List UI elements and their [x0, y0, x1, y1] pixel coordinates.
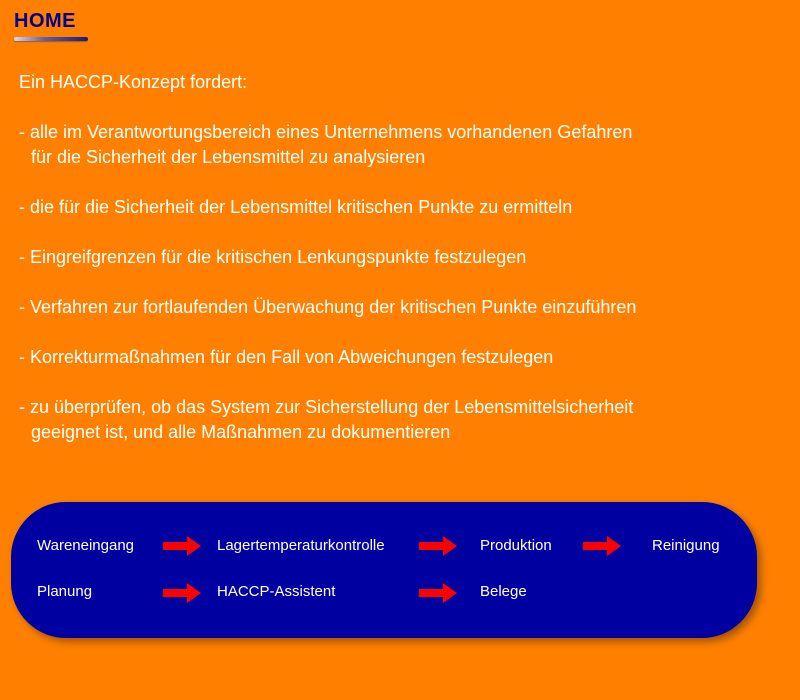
- requirement-item: [19, 345, 553, 370]
- home-underline: [14, 37, 88, 41]
- nav-link-lagertemperaturkontrolle[interactable]: Lagertemperaturkontrolle: [217, 537, 385, 554]
- nav-link-wareneingang[interactable]: Wareneingang: [37, 537, 135, 554]
- nav-link-belege[interactable]: Belege: [480, 583, 527, 600]
- right-arrow-icon: [161, 534, 203, 558]
- nav-link-reinigung[interactable]: Reinigung: [652, 537, 720, 554]
- right-arrow-icon: [417, 581, 459, 605]
- requirement-item: [19, 120, 632, 170]
- requirement-text: - Eingreifgrenzen für die kritischen Lenkungspunkte festzulegen: [19, 247, 527, 267]
- requirement-item: [19, 245, 526, 270]
- right-arrow-icon: [161, 581, 203, 605]
- nav-link-planung[interactable]: Planung: [37, 583, 93, 600]
- requirement-text: - Verfahren zur fortlaufenden Überwachung der kritischen Punkte einzuführen: [19, 297, 637, 317]
- home-link[interactable]: HOME: [14, 10, 76, 32]
- requirement-text: - Korrekturmaßnahmen für den Fall von Abweichungen festzulegen: [19, 347, 554, 367]
- intro-text: Ein HACCP-Konzept fordert:: [19, 72, 248, 92]
- right-arrow-icon: [417, 534, 459, 558]
- requirement-text: - alle im Verantwortungsbereich eines Unternehmens vorhandenen Gefahren: [19, 122, 633, 142]
- requirement-item: [19, 295, 636, 320]
- requirement-item: [19, 195, 572, 220]
- requirement-item: [19, 395, 633, 445]
- requirement-text: - die für die Sicherheit der Lebensmittel kritischen Punkte zu ermitteln: [19, 197, 573, 217]
- requirement-text-continued: für die Sicherheit der Lebensmittel zu analysieren: [31, 147, 426, 167]
- nav-link-produktion[interactable]: Produktion: [480, 537, 552, 554]
- requirement-text: - zu überprüfen, ob das System zur Sicherstellung der Lebensmittelsicherheit: [19, 397, 634, 417]
- right-arrow-icon: [581, 534, 623, 558]
- nav-link-haccp-assistent[interactable]: HACCP-Assistent: [217, 583, 336, 600]
- navigation-panel: [11, 502, 757, 638]
- requirement-text-continued: geeignet ist, und alle Maßnahmen zu dokumentieren: [31, 422, 451, 442]
